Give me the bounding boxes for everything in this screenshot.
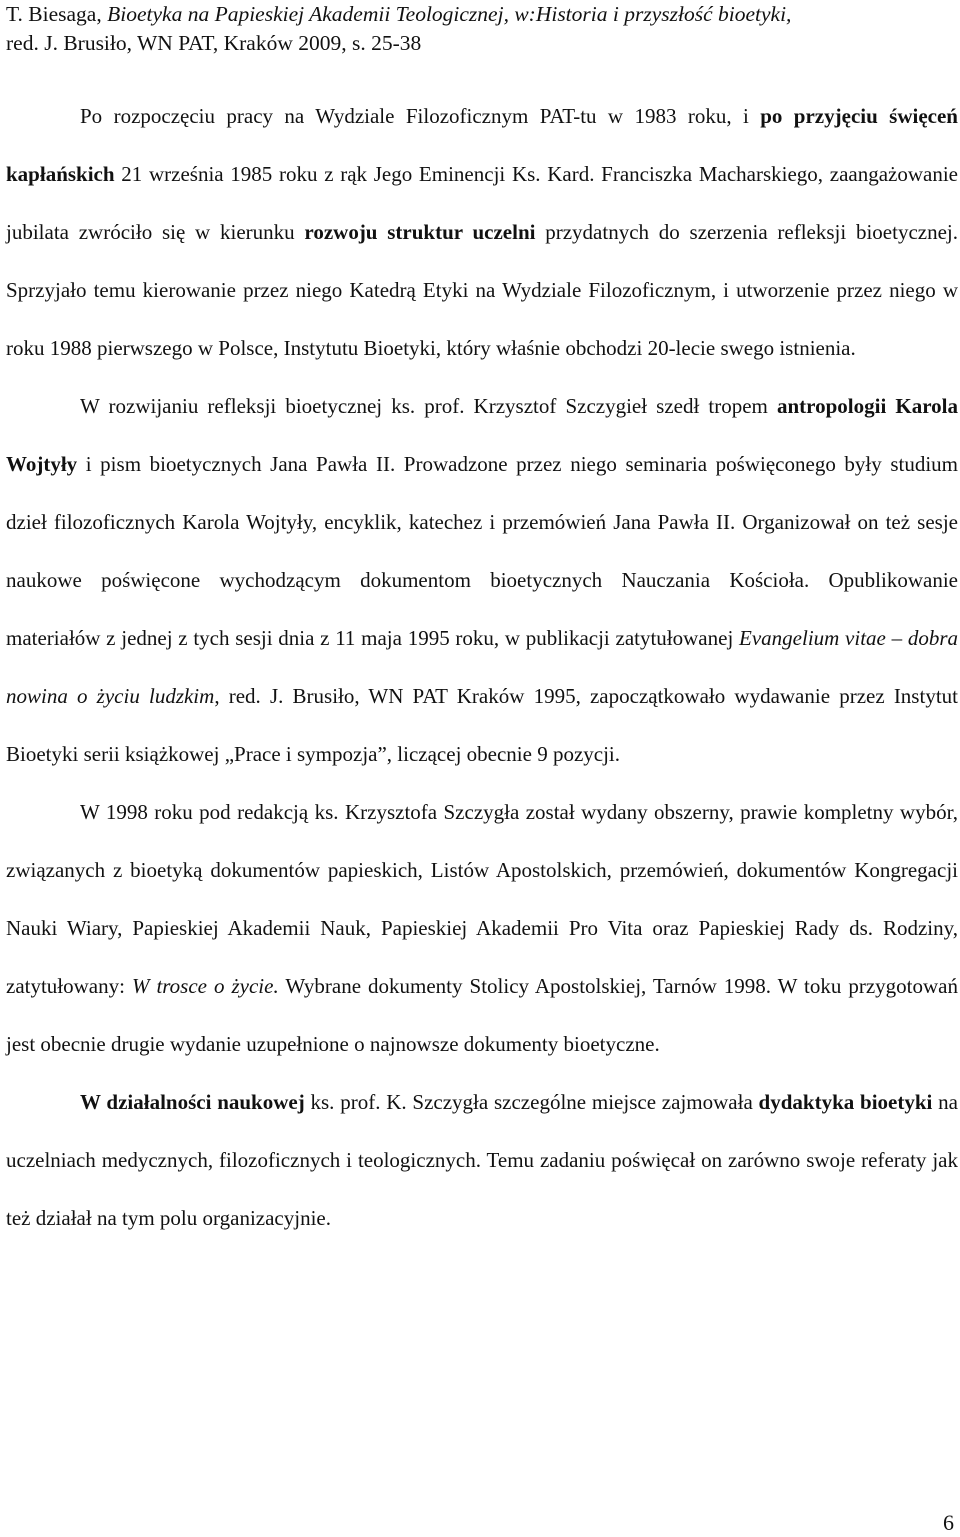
bold-phrase: po przyjęciu święceń kapłańskich xyxy=(6,104,958,186)
citation-header xyxy=(6,0,958,58)
italic-title: Evangelium vitae – dobra nowina o życiu ludzkim xyxy=(6,626,958,708)
header-title: Bioetyka na Papieskiej Akademii Teologicznej, w:Historia i przyszłość bioetyki, xyxy=(107,2,792,26)
paragraph-2: W rozwijaniu refleksji bioetycznej ks. prof. Krzysztof Szczygieł szedł tropem antropologii Karola Wojtyły i pism bioetycznych Jana Pawła II. Prowadzone przez niego seminaria poświęconego były studium dzieł filozoficznych Karola Wojtyły, encyklik, katechez i przemówień Jana Pawła II. Organizował on też sesje naukowe poświęcone wychodzącym dokumentom bioetycznych Nauczania Kościoła. Opublikowanie materiałów z jednej z tych sesji dnia z 11 maja 1995 roku, w publikacji zatytułowanej Evangelium vitae – dobra nowina o życiu ludzkim, red. J. Brusiło, WN PAT Kraków 1995, zapoczątkowało wydawanie przez Instytut Bioetyki serii książkowej „Prace i sympozja”, liczącej obecnie 9 pozycji. xyxy=(6,394,958,766)
bold-phrase: W działalności naukowej xyxy=(80,1090,305,1114)
italic-title: W trosce o życie. xyxy=(131,974,279,998)
paragraph-4: W działalności naukowej ks. prof. K. Szczygła szczególne miejsce zajmowała dydaktyka bioetyki na uczelniach medycznych, filozoficznych i teologicznych. Temu zadaniu poświęcał on zarówno swoje referaty jak też działał na tym polu organizacyjnie. xyxy=(6,1090,958,1230)
paragraph-1: Po rozpoczęciu pracy na Wydziale Filozoficznym PAT-tu w 1983 roku, i po przyjęciu święceń kapłańskich 21 września 1985 roku z rąk Jego Eminencji Ks. Kard. Franciszka Macharskiego, zaangażowanie jubilata zwróciło się w kierunku rozwoju struktur uczelni przydatnych do szerzenia refleksji bioetycznej. Sprzyjało temu kierowanie przez niego Katedrą Etyki na Wydziale Filozoficznym, i utworzenie przez niego w roku 1988 pierwszego w Polsce, Instytutu Bioetyki, który właśnie obchodzi 20-lecie swego istnienia. xyxy=(6,104,958,360)
bold-phrase: rozwoju struktur uczelni xyxy=(304,220,536,244)
page-number: 6 xyxy=(943,1510,954,1535)
bold-phrase: antropologii Karola Wojtyły xyxy=(6,394,958,476)
header-author: T. Biesaga, xyxy=(6,2,108,26)
header-publication: red. J. Brusiło, WN PAT, Kraków 2009, s. 25-38 xyxy=(6,31,422,55)
paragraph-3: W 1998 roku pod redakcją ks. Krzysztofa Szczygła został wydany obszerny, prawie kompletny wybór, związanych z bioetyką dokumentów papieskich, Listów Apostolskich, przemówień, dokumentów Kongregacji Nauki Wiary, Papieskiej Akademii Nauk, Papieskiej Akademii Pro Vita oraz Papieskiej Rady ds. Rodziny, zatytułowany: W trosce o życie. Wybrane dokumenty Stolicy Apostolskiej, Tarnów 1998. W toku przygotowań jest obecnie drugie wydanie uzupełnione o najnowsze dokumenty bioetyczne. xyxy=(6,800,958,1056)
bold-phrase: dydaktyka bioetyki xyxy=(758,1090,933,1114)
document-page xyxy=(6,0,958,1247)
